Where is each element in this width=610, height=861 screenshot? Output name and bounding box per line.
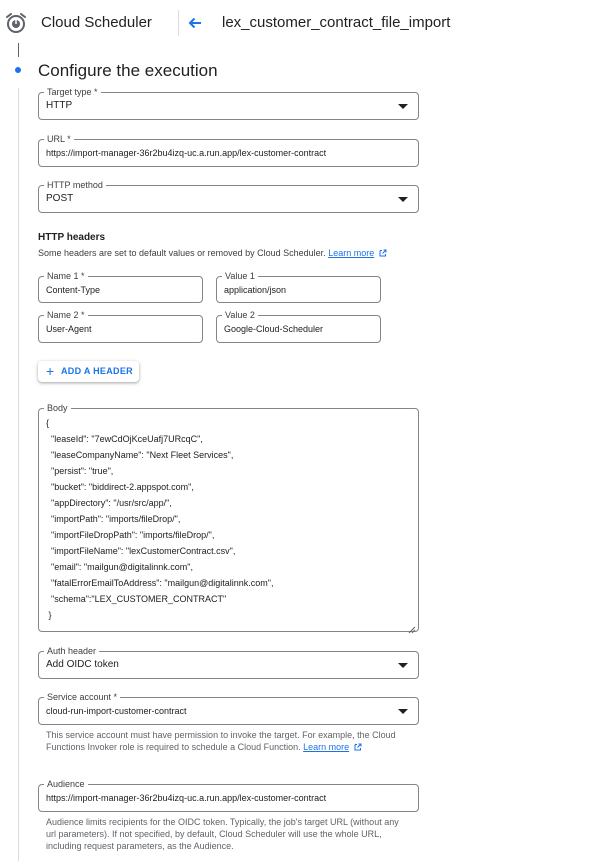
target-type-label: Target type * bbox=[44, 86, 101, 98]
header-name-2-value: User-Agent bbox=[46, 324, 92, 334]
app-title: Cloud Scheduler bbox=[41, 14, 152, 31]
cloud-scheduler-icon bbox=[4, 11, 28, 35]
add-header-button[interactable] bbox=[38, 361, 139, 382]
stepper-line bbox=[18, 88, 19, 861]
auth-header-value: Add OIDC token bbox=[46, 659, 119, 670]
body-label: Body bbox=[44, 402, 71, 414]
chevron-down-icon bbox=[398, 197, 408, 202]
body-value: { "leaseId": "7ewCdOjKceUafj7URcqC", "leaseCompanyName": "Next Fleet Services", "persist": "true", "bucket": "biddirect-2.appspot.com", "appDirectory": "/usr/src/app/", "importPath": "imports/fileDrop/", "importFileDropPath": "imports/fileDrop/", "importFileName": "lexCustomerContract.csv", "email": "mailgun@digitalinnk.com", "fatalErrorEmailToAddress": "mailgun@digitalinnk.com", "schema":"LEX_CUSTOMER_CONTRACT" } bbox=[46, 418, 274, 620]
audience-label: Audience bbox=[44, 778, 88, 790]
header-value-1-value: application/json bbox=[224, 285, 287, 295]
header-name-2-label: Name 2 * bbox=[44, 309, 88, 321]
service-account-learn-more-link[interactable]: Learn more bbox=[303, 742, 350, 752]
header-value-2-field[interactable] bbox=[216, 310, 381, 343]
audience-value: https://import-manager-36r2bu4izq-uc.a.run.app/lex-customer-contract bbox=[46, 793, 327, 803]
top-header bbox=[0, 0, 610, 46]
header-name-2-field[interactable] bbox=[38, 310, 203, 343]
header-divider bbox=[178, 10, 179, 36]
open-in-new-icon bbox=[354, 742, 362, 754]
header-name-1-label: Name 1 * bbox=[44, 270, 88, 282]
http-headers-description bbox=[38, 248, 387, 259]
stepper-line bbox=[18, 43, 19, 57]
open-in-new-icon bbox=[379, 249, 387, 259]
audience-field[interactable] bbox=[38, 779, 419, 812]
chevron-down-icon bbox=[398, 709, 408, 714]
url-value: https://import-manager-36r2bu4izq-uc.a.run.app/lex-customer-contract bbox=[46, 148, 327, 158]
body-textarea[interactable] bbox=[38, 403, 419, 632]
http-method-select[interactable] bbox=[38, 180, 419, 213]
header-value-1-label: Value 1 bbox=[222, 270, 258, 282]
auth-header-label: Auth header bbox=[44, 645, 99, 657]
learn-more-link[interactable]: Learn more bbox=[328, 248, 375, 258]
chevron-down-icon bbox=[398, 104, 408, 109]
chevron-down-icon bbox=[398, 663, 408, 668]
job-title: lex_customer_contract_file_import bbox=[222, 14, 451, 31]
arrow-back-icon[interactable] bbox=[184, 12, 206, 34]
service-account-select[interactable] bbox=[38, 692, 419, 725]
step-title: Configure the execution bbox=[38, 61, 218, 80]
header-name-1-field[interactable] bbox=[38, 271, 203, 303]
header-value-1-field[interactable] bbox=[216, 271, 381, 303]
service-account-value: cloud-run-import-customer-contract bbox=[46, 706, 187, 716]
url-field[interactable] bbox=[38, 134, 419, 167]
resize-handle-icon[interactable] bbox=[408, 621, 416, 629]
header-name-1-value: Content-Type bbox=[46, 285, 101, 295]
http-headers-description-text: Some headers are set to default values or removed by Cloud Scheduler. bbox=[38, 248, 326, 258]
service-account-label: Service account * bbox=[44, 691, 120, 703]
plus-icon: + bbox=[46, 363, 55, 379]
target-type-select[interactable] bbox=[38, 87, 419, 120]
http-headers-title: HTTP headers bbox=[38, 232, 106, 243]
service-account-helper bbox=[46, 729, 406, 754]
audience-helper: Audience limits recipients for the OIDC token. Typically, the job's target URL (without any url parameters). If not specified, by default, Cloud Scheduler will use the whole URL, including request parameters, as the Audience. bbox=[46, 817, 399, 851]
url-label: URL * bbox=[44, 133, 74, 145]
header-value-2-label: Value 2 bbox=[222, 309, 258, 321]
add-header-button-label: ADD A HEADER bbox=[61, 366, 133, 376]
header-value-2-value: Google-Cloud-Scheduler bbox=[224, 324, 324, 334]
http-method-label: HTTP method bbox=[44, 179, 106, 191]
step-indicator bbox=[15, 67, 21, 73]
target-type-value: HTTP bbox=[46, 100, 73, 111]
http-method-value: POST bbox=[46, 193, 74, 204]
auth-header-select[interactable] bbox=[38, 646, 419, 679]
service-account-helper-text: This service account must have permission to invoke the target. For example, the Cloud Functions Invoker role is required to schedule a Cloud Function. bbox=[46, 730, 396, 752]
